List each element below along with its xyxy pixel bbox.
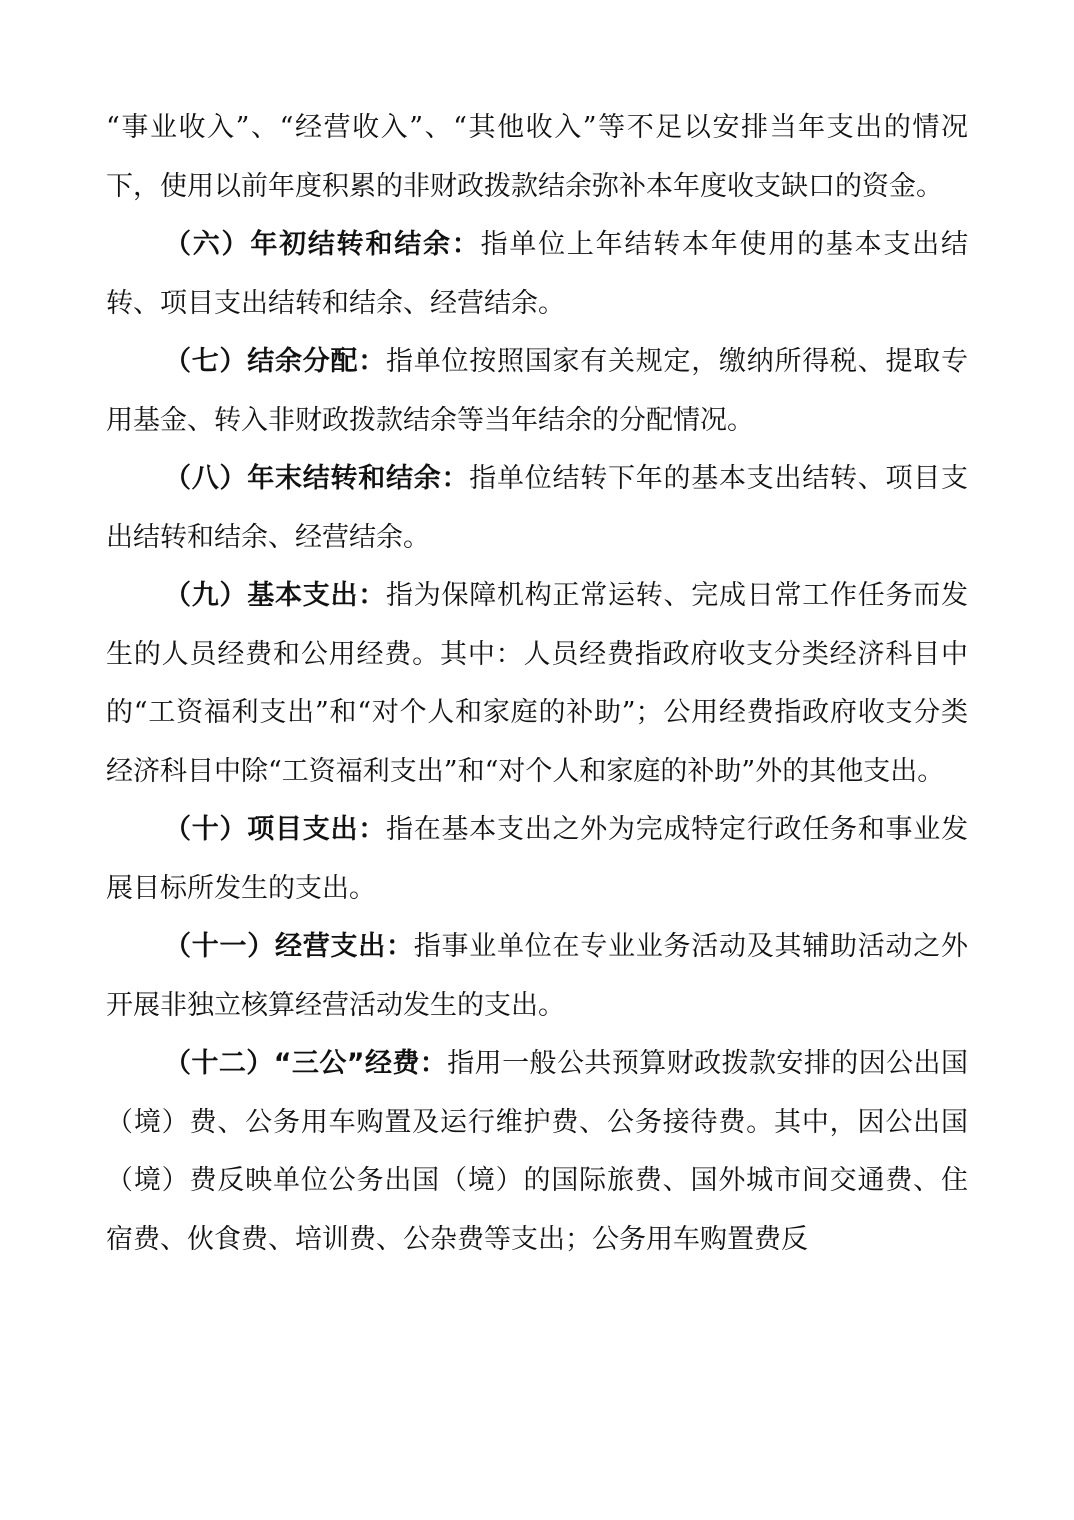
paragraph-text: 指单位结转下年的基本支出结转、项目支出结转和结余、经营结余。 (106, 463, 968, 553)
term-heading: （九）基本支出： (164, 580, 386, 611)
paragraph-text: 指单位上年结转本年使用的基本支出结转、项目支出结转和结余、经营结余。 (106, 229, 969, 319)
term-heading: （十二）“三公”经费： (164, 1048, 448, 1079)
term-heading: （十）项目支出： (164, 814, 386, 845)
term-heading: （七）结余分配： (164, 346, 386, 377)
paragraph-year-end-carryover (106, 450, 968, 567)
paragraph-text: “事业收入”、“经营收入”、“其他收入”等不足以安排当年支出的情况下，使用以前年度积累的非财政拨款结余弥补本年度收支缺口的资金。 (106, 112, 968, 202)
paragraph-basic-expenditure (106, 567, 968, 801)
term-heading: （八）年末结转和结余： (164, 463, 470, 494)
paragraph-surplus-distribution (106, 333, 968, 450)
paragraph-continuation (106, 99, 968, 216)
paragraph-text: 指在基本支出之外为完成特定行政任务和事业发展目标所发生的支出。 (106, 814, 968, 904)
paragraph-project-expenditure (106, 801, 968, 918)
document-body (106, 99, 968, 1269)
paragraph-text: 指单位按照国家有关规定，缴纳所得税、提取专用基金、转入非财政拨款结余等当年结余的分配情况。 (106, 346, 968, 436)
term-heading: （六）年初结转和结余： (164, 229, 481, 260)
paragraph-text: 指用一般公共预算财政拨款安排的因公出国（境）费、公务用车购置及运行维护费、公务接待费。其中，因公出国（境）费反映单位公务出国（境）的国际旅费、国外城市间交通费、住宿费、伙食费、培训费、公杂费等支出；公务用车购置费反 (106, 1048, 968, 1255)
paragraph-text: 指事业单位在专业业务活动及其辅助活动之外开展非独立核算经营活动发生的支出。 (106, 931, 968, 1021)
paragraph-text: 指为保障机构正常运转、完成日常工作任务而发生的人员经费和公用经费。其中：人员经费指政府收支分类经济科目中的“工资福利支出”和“对个人和家庭的补助”；公用经费指政府收支分类经济科目中除“工资福利支出”和“对个人和家庭的补助”外的其他支出。 (106, 580, 968, 787)
paragraph-operating-expenditure (106, 918, 968, 1035)
term-heading: （十一）经营支出： (164, 931, 414, 962)
paragraph-beginning-carryover (106, 216, 968, 333)
paragraph-three-public-expenses (106, 1035, 968, 1269)
